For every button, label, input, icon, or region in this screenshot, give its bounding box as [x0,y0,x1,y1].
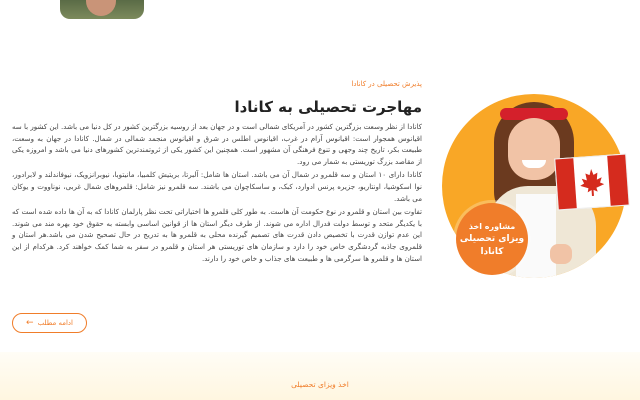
read-more-button[interactable] [12,313,87,333]
student-visa-link[interactable]: اخذ ویزای تحصیلی [291,380,349,389]
hero-woman-face [508,118,560,180]
page-title: مهاجرت تحصیلی به کانادا [234,98,422,116]
paragraph-intro: کانادا از نظر وسعت بزرگترین کشور در آمریکای شمالی است و در جهان بعد از روسیه بزرگترین کشور در کل دنیا می باشد. این کشور با سه اقیانوس همجوار است: اقیانوس آرام در غرب، اقیانوس اطلس در شرق و اقیانوس منجمد شمالی در شمال. کانادا در جهان به وسعت، طبیعت بکر، تاریخ چند وجهی و تنوع فرهنگی آن مشهور است. همچنین این کشور یکی از ثروتمندترین کشورهای دنیا می باشد و امروزه یکی از مقاصد بزرگ توریستی به شمار می رود. [11,122,422,166]
person-photo-face [86,0,116,16]
hero-hand [550,244,572,264]
badge-line-3: کانادا [480,246,504,257]
study-section [12,78,422,264]
arrow-left-icon: ← [26,317,34,328]
maple-leaf-icon [576,166,608,198]
badge-line-1: مشاوره اخذ [468,221,516,231]
read-more-label: ادامه مطلب [37,319,73,327]
paragraph-provinces: کانادا دارای ۱۰ استان و سه قلمرو در شمال آن می باشد. استان ها شامل: آلبرتا، بریتیش کلمبیا، مانیتوبا، نیوبرانزویک، نیوفاندلند و لابرادور، نوا اسکوشیا، اونتاریو، جزیره پرنس ادوارد، کبک، و ساسکاچوان می باشند. سه قلمرو نیز شامل: قلمروهای شمال غربی، نوناووت و یوکان می باشد. [12,170,422,203]
consultation-badge[interactable] [456,203,528,275]
bottom-section-background [0,352,640,400]
canada-flag-icon [554,154,629,211]
badge-line-2: ویزای تحصیلی [459,233,525,244]
paragraph-differences: تفاوت بین استان و قلمرو در نوع حکومت آن هاست. به طور کلی قلمرو ها اختیاراتی تحت نظر پارلمان کانادا که به آن ها داده شده است که با یکدیگر متحد و توسط دولت فدرال اداره می شوند. از طرف دیگر استان ها از قوانین اساسی وابسته به حقوق خود بهره مند می شوند. این عدم توازن قدرت با تخصیص دادن قدرت های تصمیم گیرنده محلی به قلمرو ها به تدریج در حال تصحیح شدن می باشد.هر استان و قلمروی جاذبه گردشگری خاص خود را دارد و سازمان های توریستی هر استان و قلمرو در سفر به شما کمک خواهند کرد. هرکدام از این استان ها و قلمرو ها سرگرمی ها و طبیعت های جذاب و خاص خود را دارند. [12,207,422,263]
top-person-image [60,0,144,19]
section-breadcrumb[interactable]: پذیرش تحصیلی در کانادا [351,80,422,88]
